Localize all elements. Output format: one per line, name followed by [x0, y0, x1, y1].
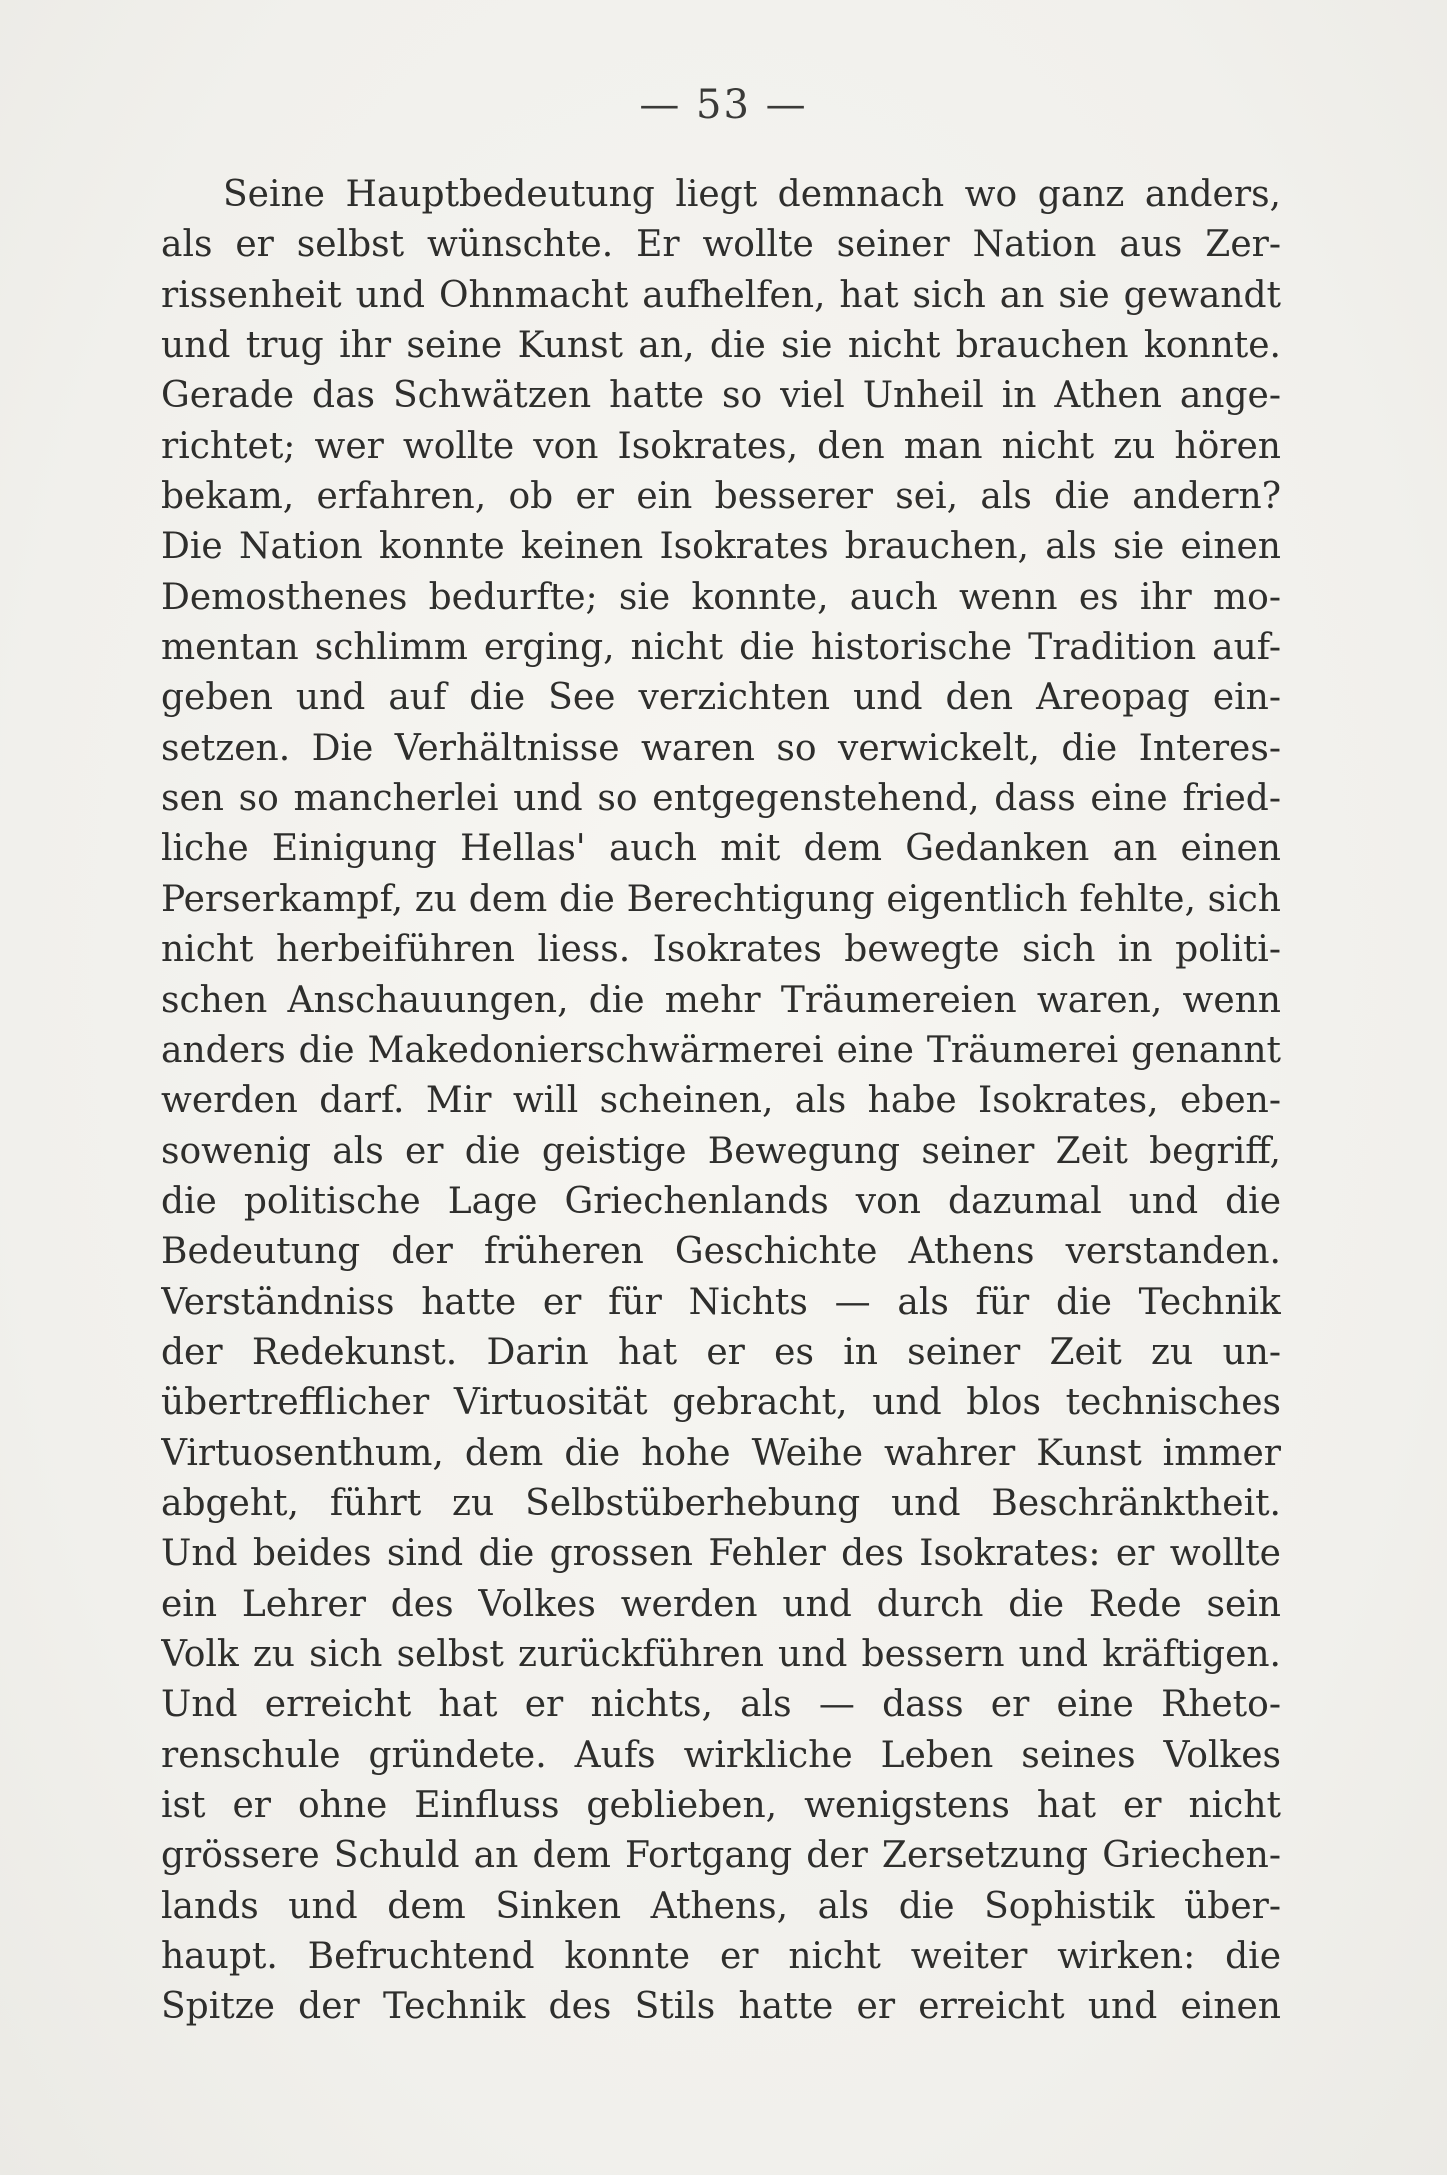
text-line: die politische Lage Griechenlands von dazumal und die: [161, 1180, 1281, 1222]
text-line: bekam, erfahren, ob er ein besserer sei, als die andern?: [161, 476, 1281, 518]
text-line: ein Lehrer des Volkes werden und durch die Rede sein: [161, 1583, 1281, 1625]
text-line: liche Einigung Hellas' auch mit dem Gedanken an einen: [161, 828, 1281, 870]
text-line: Und beides sind die grossen Fehler des Isokrates: er wollte: [161, 1533, 1281, 1575]
text-line: Und erreicht hat er nichts, als — dass er eine Rheto-: [161, 1684, 1281, 1726]
text-line: geben und auf die See verzichten und den Areopag ein-: [161, 677, 1281, 719]
text-line: setzen. Die Verhältnisse waren so verwickelt, die Interes-: [161, 727, 1281, 769]
text-line: abgeht, führt zu Selbstüberhebung und Beschränktheit.: [161, 1482, 1281, 1524]
text-line: grössere Schuld an dem Fortgang der Zersetzung Griechen-: [161, 1835, 1281, 1877]
text-line: Bedeutung der früheren Geschichte Athens verstanden.: [161, 1231, 1281, 1273]
text-line: sen so mancherlei und so entgegenstehend, dass eine fried-: [161, 778, 1281, 820]
text-line: haupt. Befruchtend konnte er nicht weiter wirken: die: [161, 1936, 1281, 1978]
text-line: renschule gründete. Aufs wirkliche Leben seines Volkes: [161, 1734, 1281, 1776]
text-line: werden darf. Mir will scheinen, als habe Isokrates, eben-: [161, 1080, 1281, 1122]
text-line: Verständniss hatte er für Nichts — als für die Technik: [161, 1281, 1281, 1323]
text-line: und trug ihr seine Kunst an, die sie nicht brauchen konnte.: [161, 325, 1281, 367]
text-line: Demosthenes bedurfte; sie konnte, auch wenn es ihr mo-: [161, 576, 1281, 618]
text-line: der Redekunst. Darin hat er es in seiner Zeit zu un-: [161, 1331, 1281, 1373]
text-line: lands und dem Sinken Athens, als die Sophistik über-: [161, 1885, 1281, 1927]
text-line: Gerade das Schwätzen hatte so viel Unheil in Athen ange-: [161, 375, 1281, 417]
text-line: Perserkampf, zu dem die Berechtigung eigentlich fehlte, sich: [161, 878, 1281, 920]
text-line: Volk zu sich selbst zurückführen und bessern und kräftigen.: [161, 1633, 1281, 1675]
text-line: als er selbst wünschte. Er wollte seiner Nation aus Zer-: [161, 224, 1281, 266]
text-line: rissenheit und Ohnmacht aufhelfen, hat sich an sie gewandt: [161, 274, 1281, 316]
text-line: Die Nation konnte keinen Isokrates brauchen, als sie einen: [161, 526, 1281, 568]
text-line: mentan schlimm erging, nicht die historische Tradition auf-: [161, 627, 1281, 669]
text-line: Virtuosenthum, dem die hohe Weihe wahrer Kunst immer: [161, 1432, 1281, 1474]
text-line: nicht herbeiführen liess. Isokrates bewegte sich in politi-: [161, 929, 1281, 971]
text-line: schen Anschauungen, die mehr Träumereien waren, wenn: [161, 979, 1281, 1021]
page-number: — 53 —: [639, 82, 808, 128]
text-line: richtet; wer wollte von Isokrates, den man nicht zu hören: [161, 425, 1281, 467]
text-line: ist er ohne Einfluss geblieben, wenigstens hat er nicht: [161, 1785, 1281, 1826]
text-line: anders die Makedonierschwärmerei eine Träumerei genannt: [161, 1029, 1281, 1071]
text-line: Spitze der Technik des Stils hatte er erreicht und einen: [161, 1986, 1281, 2028]
text-line: Seine Hauptbedeutung liegt demnach wo ganz anders,: [223, 174, 1281, 215]
text-line: übertrefflicher Virtuosität gebracht, und blos technisches: [161, 1382, 1281, 1424]
body-paragraph: [161, 170, 1281, 2033]
text-line: sowenig als er die geistige Bewegung seiner Zeit begriff,: [161, 1130, 1281, 1172]
